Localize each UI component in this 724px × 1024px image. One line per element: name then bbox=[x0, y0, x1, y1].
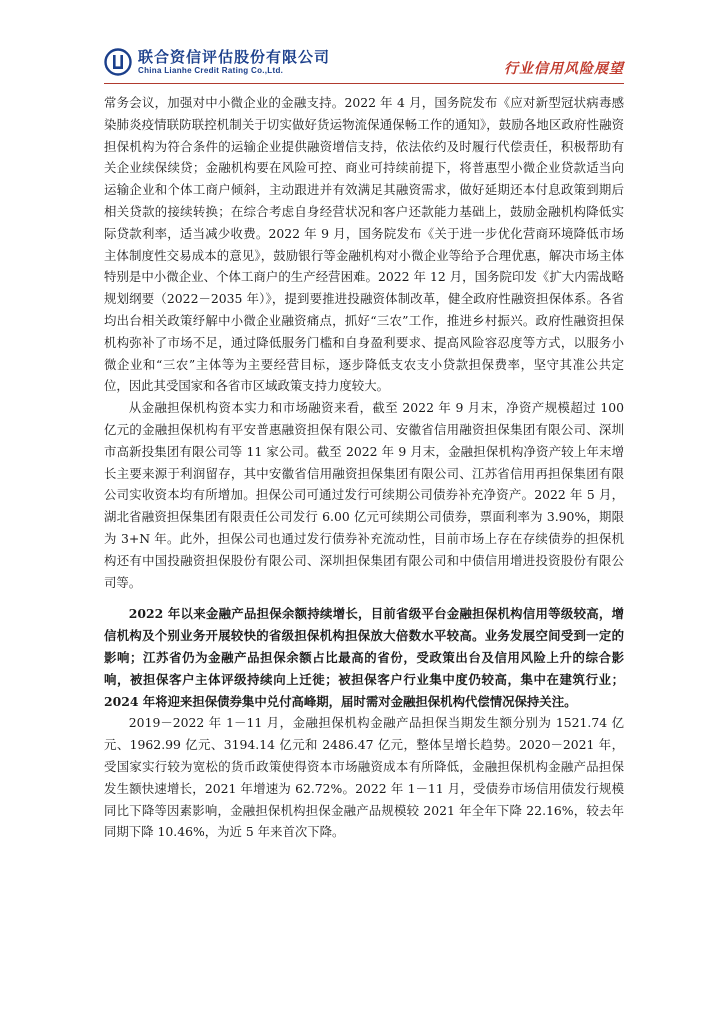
company-name-en: China Lianhe Credit Rating Co.,Ltd. bbox=[138, 66, 284, 75]
paragraph-capital-strength: 从金融担保机构资本实力和市场融资来看，截至 2022 年 9 月末，净资产规模超过 100 亿元的金融担保机构有平安普惠融资担保有限公司、安徽省信用融资担保集团有限公司、深圳市高新投集团有限公司等 11 家公司。截至 2022 年 9 月末，金融担保机构净资产较上年末增长主要来源于利润留存，其中安徽省信用融资担保集团有限公司、江苏省信用再担保集团有限公司实收资本均有所增加。担保公司可通过发行可续期公司债券补充净资产。2022 年 5 月，湖北省融资担保集团有限责任公司发行 6.00 亿元可续期公司债券，票面利率为 3.90%，期限为 3+N 年。此外，担保公司也通过发行债券补充流动性，目前市场上存在存续债券的担保机构还有中国投融资担保股份有限公司、深圳担保集团有限公司和中债信用增进投资股份有限公司等。 bbox=[104, 400, 624, 590]
document-body bbox=[104, 92, 624, 843]
report-series-title: 行业信用风险展望 bbox=[504, 61, 624, 77]
paragraph-guarantee-volume: 2019－2022 年 1－11 月，金融担保机构金融产品担保当期发生额分别为 1521.74 亿元、1962.99 亿元、3194.14 亿元和 2486.47 亿元，整体呈增长趋势。2020－2021 年，受国家实行较为宽松的货币政策使得资本市场融资成本有所降低，金融担保机构金融产品担保发生额快速增长，2021 年增速为 62.72%。2022 年 1－11 月，受债券市场信用债发行规模同比下降等因素影响，金融担保机构担保金融产品规模较 2021 年全年下降 22.16%，较去年同期下降 10.46%，为近 5 年来首次下降。 bbox=[104, 715, 624, 840]
paragraph-key-finding: 2022 年以来金融产品担保余额持续增长，目前省级平台金融担保机构信用等级较高，增信机构及个别业务开展较快的省级担保机构担保放大倍数水平较高。业务发展空间受到一定的影响；江苏省仍为金融产品担保余额占比最高的省份，受政策出台及信用风险上升的综合影响，被担保客户主体评级持续向上迁徙；被担保客户行业集中度仍较高，集中在建筑行业；2024 年将迎来担保债券集中兑付高峰期，届时需对金融担保机构代偿情况保持关注。 bbox=[104, 606, 624, 709]
page-header bbox=[104, 44, 624, 84]
company-name-cn: 联合资信评估股份有限公司 bbox=[138, 48, 331, 66]
paragraph-policy-support: 常务会议，加强对中小微企业的金融支持。2022 年 4 月，国务院发布《应对新型冠状病毒感染肺炎疫情联防联控机制关于切实做好货运物流保通保畅工作的通知》，鼓励各地区政府性融资担保机构为符合条件的运输企业提供融资增信支持，依法依约及时履行代偿责任，积极帮助有关企业续保续贷；金融机构要在风险可控、商业可持续前提下，将普惠型小微企业贷款适当向运输企业和个体工商户倾斜，主动跟进并有效满足其融资需求，做好延期还本付息政策到期后相关贷款的接续转换；在综合考虑自身经营状况和客户还款能力基础上，鼓励金融机构降低实际贷款利率，适当减少收费。2022 年 9 月，国务院发布《关于进一步优化营商环境降低市场主体制度性交易成本的意见》，鼓励银行等金融机构对小微企业等给予合理优惠，解决市场主体特别是中小微企业、个体工商户的生产经营困难。2022 年 12 月，国务院印发《扩大内需战略规划纲要（2022－2035 年）》，提到要推进投融资体制改革，健全政府性融资担保体系。各省均出台相关政策纾解中小微企业融资痛点，抓好“三农”工作，推进乡村振兴。政府性融资担保机构弥补了市场不足，通过降低服务门槛和自身盈利要求、提高风险容忍度等方式，以服务小微企业和“三农”主体等为主要经营目标，逐步降低支农支小贷款担保费率，坚守其准公共定位，因此其受国家和各省市区域政策支持力度较大。 bbox=[104, 95, 624, 394]
header-divider bbox=[104, 83, 624, 84]
company-logo-icon bbox=[104, 48, 132, 76]
